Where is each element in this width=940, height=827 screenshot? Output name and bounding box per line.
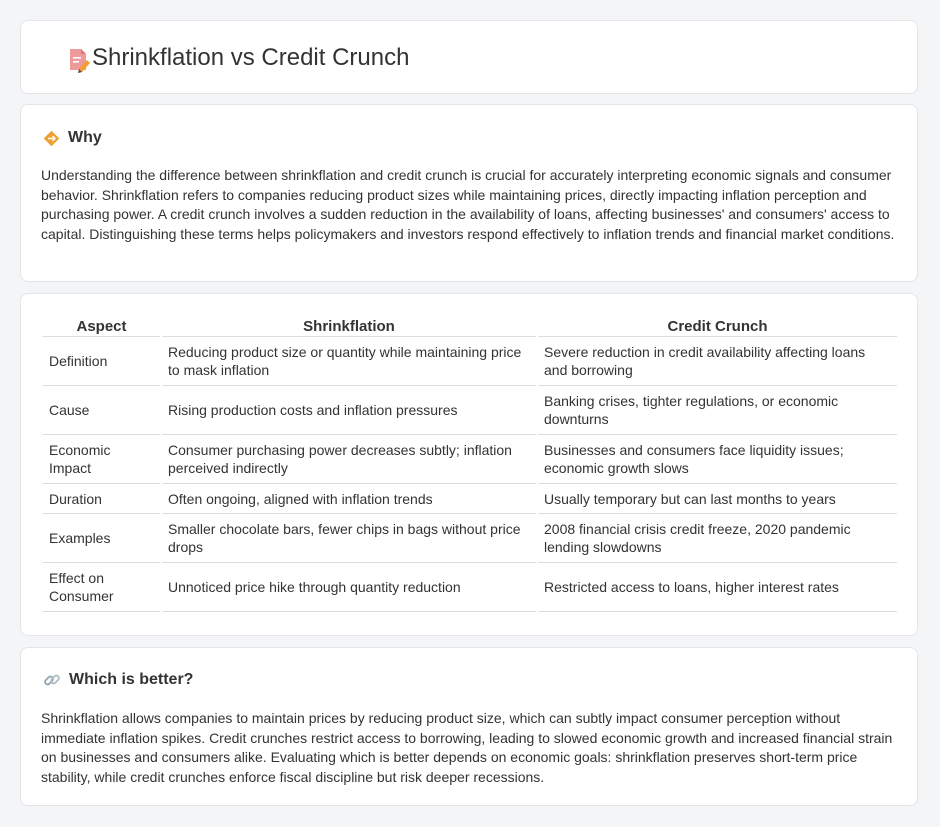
which-header (43, 671, 193, 689)
table-row (43, 337, 897, 386)
cell-aspect: Duration (43, 484, 161, 514)
document-pencil-icon (67, 47, 91, 73)
comparison-card (20, 293, 918, 636)
which-text: Shrinkflation allows companies to maintain prices by reducing product size, which can subtly impact consumer perception without immediate inflation spikes. Credit crunches restrict access to borrowing, leading to slowed economic growth and increased financial strain on businesses and consumers alike. Evaluating which is better depends on economic goals: shrinkflation preserves short-term price stability, while credit crunches enforce fiscal discipline but risk deeper recessions. (41, 710, 893, 785)
header-aspect: Aspect (43, 316, 161, 337)
which-heading: Which is better? (69, 671, 194, 688)
table-row (43, 563, 897, 612)
cell-shrinkflation: Often ongoing, aligned with inflation trends (161, 484, 537, 514)
cell-aspect: Cause (43, 386, 161, 435)
cell-aspect: Effect on Consumer (43, 563, 161, 612)
diamond-arrows-icon (43, 130, 60, 147)
title-card (20, 20, 918, 94)
header-credit-crunch: Credit Crunch (537, 316, 897, 337)
cell-shrinkflation: Unnoticed price hike through quantity reduction (161, 563, 537, 612)
comparison-table (43, 316, 897, 612)
cell-credit-crunch: Banking crises, tighter regulations, or economic downturns (537, 386, 897, 435)
table-row (43, 386, 897, 435)
which-section (20, 647, 918, 806)
cell-aspect: Economic Impact (43, 435, 161, 484)
cell-credit-crunch: Severe reduction in credit availability affecting loans and borrowing (537, 337, 897, 386)
cell-shrinkflation: Rising production costs and inflation pressures (161, 386, 537, 435)
why-text: Understanding the difference between shrinkflation and credit crunch is crucial for accurately interpreting economic signals and consumer behavior. Shrinkflation refers to companies reducing product sizes while maintaining prices, directly impacting inflation perception and purchasing power. A credit crunch involves a sudden reduction in the availability of loans, affecting businesses' and consumers' access to capital. Distinguishing these terms helps policymakers and investors respond effectively to inflation trends and financial market conditions. (41, 167, 895, 242)
cell-aspect: Examples (43, 514, 161, 563)
table-row (43, 514, 897, 563)
header-shrinkflation: Shrinkflation (161, 316, 537, 337)
table-row (43, 484, 897, 514)
cell-aspect: Definition (43, 337, 161, 386)
cell-shrinkflation: Reducing product size or quantity while maintaining price to mask inflation (161, 337, 537, 386)
table-row (43, 435, 897, 484)
why-heading: Why (68, 129, 102, 146)
table-header-row (43, 316, 897, 337)
cell-credit-crunch: 2008 financial crisis credit freeze, 2020 pandemic lending slowdowns (537, 514, 897, 563)
why-header (43, 129, 102, 147)
cell-credit-crunch: Restricted access to loans, higher interest rates (537, 563, 897, 612)
cell-shrinkflation: Consumer purchasing power decreases subtly; inflation perceived indirectly (161, 435, 537, 484)
link-icon (43, 671, 61, 689)
cell-credit-crunch: Businesses and consumers face liquidity issues; economic growth slows (537, 435, 897, 484)
cell-credit-crunch: Usually temporary but can last months to years (537, 484, 897, 514)
cell-shrinkflation: Smaller chocolate bars, fewer chips in bags without price drops (161, 514, 537, 563)
why-section (20, 104, 918, 282)
page-title: Shrinkflation vs Credit Crunch (92, 44, 410, 71)
